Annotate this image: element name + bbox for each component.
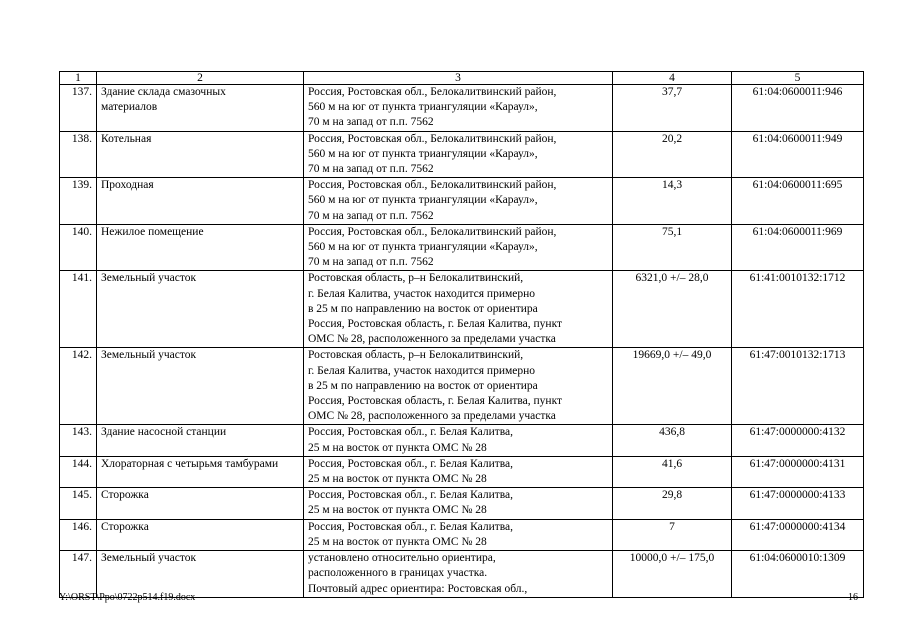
object-address: Россия, Ростовская обл., Белокалитвинский район, 560 м на юг от пункта триангуляции «Караул», 70 м на запад от п.п. 7562 (304, 85, 613, 132)
object-address: Ростовская область, р–н Белокалитвинский, г. Белая Калитва, участок находится примерно в 25 м по направлению на восток от ориентира Россия, Ростовская область, г. Белая Калитва, пункт ОМС № 28, расположенного за пределами участка (304, 348, 613, 425)
object-area: 6321,0 +/– 28,0 (613, 271, 732, 348)
cadastral-number: 61:41:0010132:1712 (732, 271, 864, 348)
object-area: 19669,0 +/– 49,0 (613, 348, 732, 425)
table-row (60, 425, 864, 456)
table-row (60, 348, 864, 425)
header-cell-2: 2 (97, 72, 304, 85)
table-row (60, 178, 864, 225)
row-number: 140. (60, 224, 97, 271)
object-name: Здание насосной станции (97, 425, 304, 456)
object-name: Котельная (97, 131, 304, 178)
footer-file-path: Y:\ORST\Ppo\0722p514.f19.docx (59, 592, 196, 603)
row-number: 139. (60, 178, 97, 225)
row-number: 144. (60, 456, 97, 487)
object-name: Здание склада смазочных материалов (97, 85, 304, 132)
object-area: 14,3 (613, 178, 732, 225)
object-address: Россия, Ростовская обл., г. Белая Калитва, 25 м на восток от пункта ОМС № 28 (304, 519, 613, 550)
cadastral-number: 61:04:0600011:949 (732, 131, 864, 178)
header-cell-5: 5 (732, 72, 864, 85)
cadastral-number: 61:04:0600011:946 (732, 85, 864, 132)
object-address: Ростовская область, р–н Белокалитвинский, г. Белая Калитва, участок находится примерно в 25 м по направлению на восток от ориентира Россия, Ростовская область, г. Белая Калитва, пункт ОМС № 28, расположенного за пределами участка (304, 271, 613, 348)
object-name: Проходная (97, 178, 304, 225)
object-name: Сторожка (97, 488, 304, 519)
object-area: 20,2 (613, 131, 732, 178)
object-area: 37,7 (613, 85, 732, 132)
object-area: 436,8 (613, 425, 732, 456)
object-name: Нежилое помещение (97, 224, 304, 271)
row-number: 137. (60, 85, 97, 132)
header-cell-3: 3 (304, 72, 613, 85)
row-number: 142. (60, 348, 97, 425)
row-number: 138. (60, 131, 97, 178)
table-body (60, 72, 864, 598)
object-address: Россия, Ростовская обл., Белокалитвинский район, 560 м на юг от пункта триангуляции «Караул», 70 м на запад от п.п. 7562 (304, 131, 613, 178)
header-cell-1: 1 (60, 72, 97, 85)
object-name: Земельный участок (97, 271, 304, 348)
row-number: 146. (60, 519, 97, 550)
cadastral-number: 61:04:0600010:1309 (732, 551, 864, 598)
table-row (60, 488, 864, 519)
object-address: Россия, Ростовская обл., г. Белая Калитва, 25 м на восток от пункта ОМС № 28 (304, 488, 613, 519)
table-row (60, 519, 864, 550)
object-address: установлено относительно ориентира, расположенного в границах участка. Почтовый адрес ориентира: Ростовская обл., (304, 551, 613, 598)
object-address: Россия, Ростовская обл., г. Белая Калитва, 25 м на восток от пункта ОМС № 28 (304, 456, 613, 487)
object-address: Россия, Ростовская обл., Белокалитвинский район, 560 м на юг от пункта триангуляции «Караул», 70 м на запад от п.п. 7562 (304, 178, 613, 225)
table-row (60, 131, 864, 178)
object-area: 41,6 (613, 456, 732, 487)
table-row (60, 224, 864, 271)
table-row (60, 551, 864, 598)
cadastral-number: 61:47:0000000:4134 (732, 519, 864, 550)
object-area: 29,8 (613, 488, 732, 519)
object-area: 10000,0 +/– 175,0 (613, 551, 732, 598)
cadastral-number: 61:47:0000000:4132 (732, 425, 864, 456)
page-number: 16 (848, 592, 858, 603)
table-header-row (60, 72, 864, 85)
property-register-table (59, 71, 864, 598)
object-area: 7 (613, 519, 732, 550)
object-address: Россия, Ростовская обл., Белокалитвинский район, 560 м на юг от пункта триангуляции «Караул», 70 м на запад от п.п. 7562 (304, 224, 613, 271)
object-name: Земельный участок (97, 551, 304, 598)
object-name: Хлораторная с четырьмя тамбурами (97, 456, 304, 487)
cadastral-number: 61:04:0600011:969 (732, 224, 864, 271)
object-name: Земельный участок (97, 348, 304, 425)
row-number: 143. (60, 425, 97, 456)
cadastral-number: 61:47:0000000:4133 (732, 488, 864, 519)
header-cell-4: 4 (613, 72, 732, 85)
row-number: 141. (60, 271, 97, 348)
table-row (60, 271, 864, 348)
row-number: 147. (60, 551, 97, 598)
row-number: 145. (60, 488, 97, 519)
object-address: Россия, Ростовская обл., г. Белая Калитва, 25 м на восток от пункта ОМС № 28 (304, 425, 613, 456)
cadastral-number: 61:47:0010132:1713 (732, 348, 864, 425)
table-row (60, 85, 864, 132)
cadastral-number: 61:47:0000000:4131 (732, 456, 864, 487)
table-row (60, 456, 864, 487)
cadastral-number: 61:04:0600011:695 (732, 178, 864, 225)
object-area: 75,1 (613, 224, 732, 271)
object-name: Сторожка (97, 519, 304, 550)
